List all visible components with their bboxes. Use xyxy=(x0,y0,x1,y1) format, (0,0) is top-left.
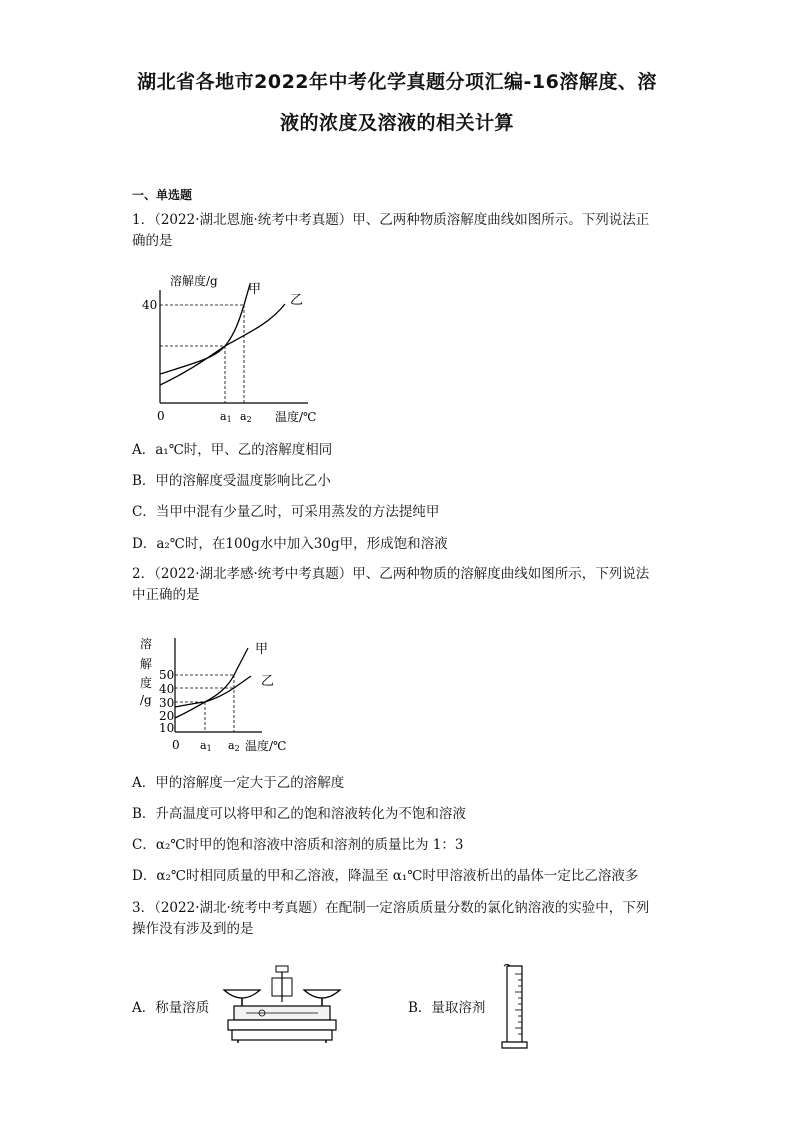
section-heading: 一、单选题 xyxy=(132,188,193,202)
question-2-option-b: B．升高温度可以将甲和乙的饱和溶液转化为不饱和溶液 xyxy=(132,806,466,822)
q1-curve-jia xyxy=(160,284,250,374)
q2-xtick-a1: a1 xyxy=(200,739,212,753)
q2-ytick-10: 10 xyxy=(159,721,175,735)
question-1-option-a: A．a₁℃时，甲、乙的溶解度相同 xyxy=(132,442,333,458)
question-1-option-b: B．甲的溶解度受温度影响比乙小 xyxy=(132,473,331,489)
question-1-stem-line1: 1．（2022·湖北恩施·统考中考真题）甲、乙两种物质溶解度曲线如图所示。下列说法正 xyxy=(132,212,650,228)
q2-ytick-40: 40 xyxy=(159,682,175,696)
q2-label-jia: 甲 xyxy=(255,642,269,657)
question-2-option-a: A．甲的溶解度一定大于乙的溶解度 xyxy=(132,775,345,791)
question-2-solubility-graph xyxy=(138,632,298,758)
q1-curve-yi xyxy=(160,304,285,385)
graduated-cylinder-icon xyxy=(498,962,534,1054)
question-2-stem-line2: 中正确的是 xyxy=(132,587,200,603)
question-2-option-d: D．α₂℃时相同质量的甲和乙溶液，降温至 α₁℃时甲溶液析出的晶体一定比乙溶液多 xyxy=(132,868,639,884)
document-title-line1: 湖北省各地市2022年中考化学真题分项汇编-16溶解度、溶 xyxy=(137,71,657,93)
question-2-stem xyxy=(132,564,662,606)
q2-origin: 0 xyxy=(172,738,180,752)
q2-ylabel-char2: 解 xyxy=(140,657,153,671)
q1-xtick-a2: a2 xyxy=(240,410,252,424)
question-3-option-a: A．称量溶质 xyxy=(132,1000,210,1016)
question-3-stem-line2: 操作没有涉及到的是 xyxy=(132,921,254,937)
question-1-stem-line2: 确的是 xyxy=(132,233,173,249)
q1-ylabel: 溶解度/g xyxy=(170,274,218,288)
question-1-option-d: D．a₂℃时，在100g水中加入30g甲，形成饱和溶液 xyxy=(132,536,448,552)
q2-label-yi: 乙 xyxy=(261,674,275,689)
document-title-line2: 液的浓度及溶液的相关计算 xyxy=(279,112,514,134)
q1-label-yi: 乙 xyxy=(290,293,304,308)
question-3-option-b: B．量取溶剂 xyxy=(408,1000,486,1016)
question-1-option-c: C．当甲中混有少量乙时，可采用蒸发的方法提纯甲 xyxy=(132,504,440,520)
q1-ytick-40: 40 xyxy=(142,298,158,312)
q2-ytick-20: 20 xyxy=(159,709,175,723)
question-1-stem xyxy=(132,210,662,252)
q2-xlabel: 温度/℃ xyxy=(245,739,287,753)
q2-ytick-30: 30 xyxy=(159,696,175,710)
q1-label-jia: 甲 xyxy=(248,282,262,297)
q2-xtick-a2: a2 xyxy=(228,739,240,753)
q2-ytick-50: 50 xyxy=(159,668,175,682)
question-3-stem xyxy=(132,898,662,940)
q1-xlabel: 温度/℃ xyxy=(275,410,317,424)
question-3-stem-line1: 3．（2022·湖北·统考中考真题）在配制一定溶质质量分数的氯化钠溶液的实验中，下列 xyxy=(132,900,650,916)
question-1-solubility-graph xyxy=(140,268,340,430)
q2-ylabel-char4: /g xyxy=(140,693,152,707)
q2-ylabel-char1: 溶 xyxy=(140,637,153,651)
question-2-option-c: C．α₂℃时甲的饱和溶液中溶质和溶剂的质量比为 1：3 xyxy=(132,837,464,853)
q2-curve-jia xyxy=(175,648,248,718)
q1-xtick-a1: a1 xyxy=(220,410,232,424)
q1-origin: 0 xyxy=(157,409,165,423)
question-2-stem-line1: 2．（2022·湖北孝感·统考中考真题）甲、乙两种物质的溶解度曲线如图所示，下列说法 xyxy=(132,566,650,582)
q2-ylabel-char3: 度 xyxy=(140,676,153,690)
balance-scale-icon xyxy=(222,962,342,1044)
